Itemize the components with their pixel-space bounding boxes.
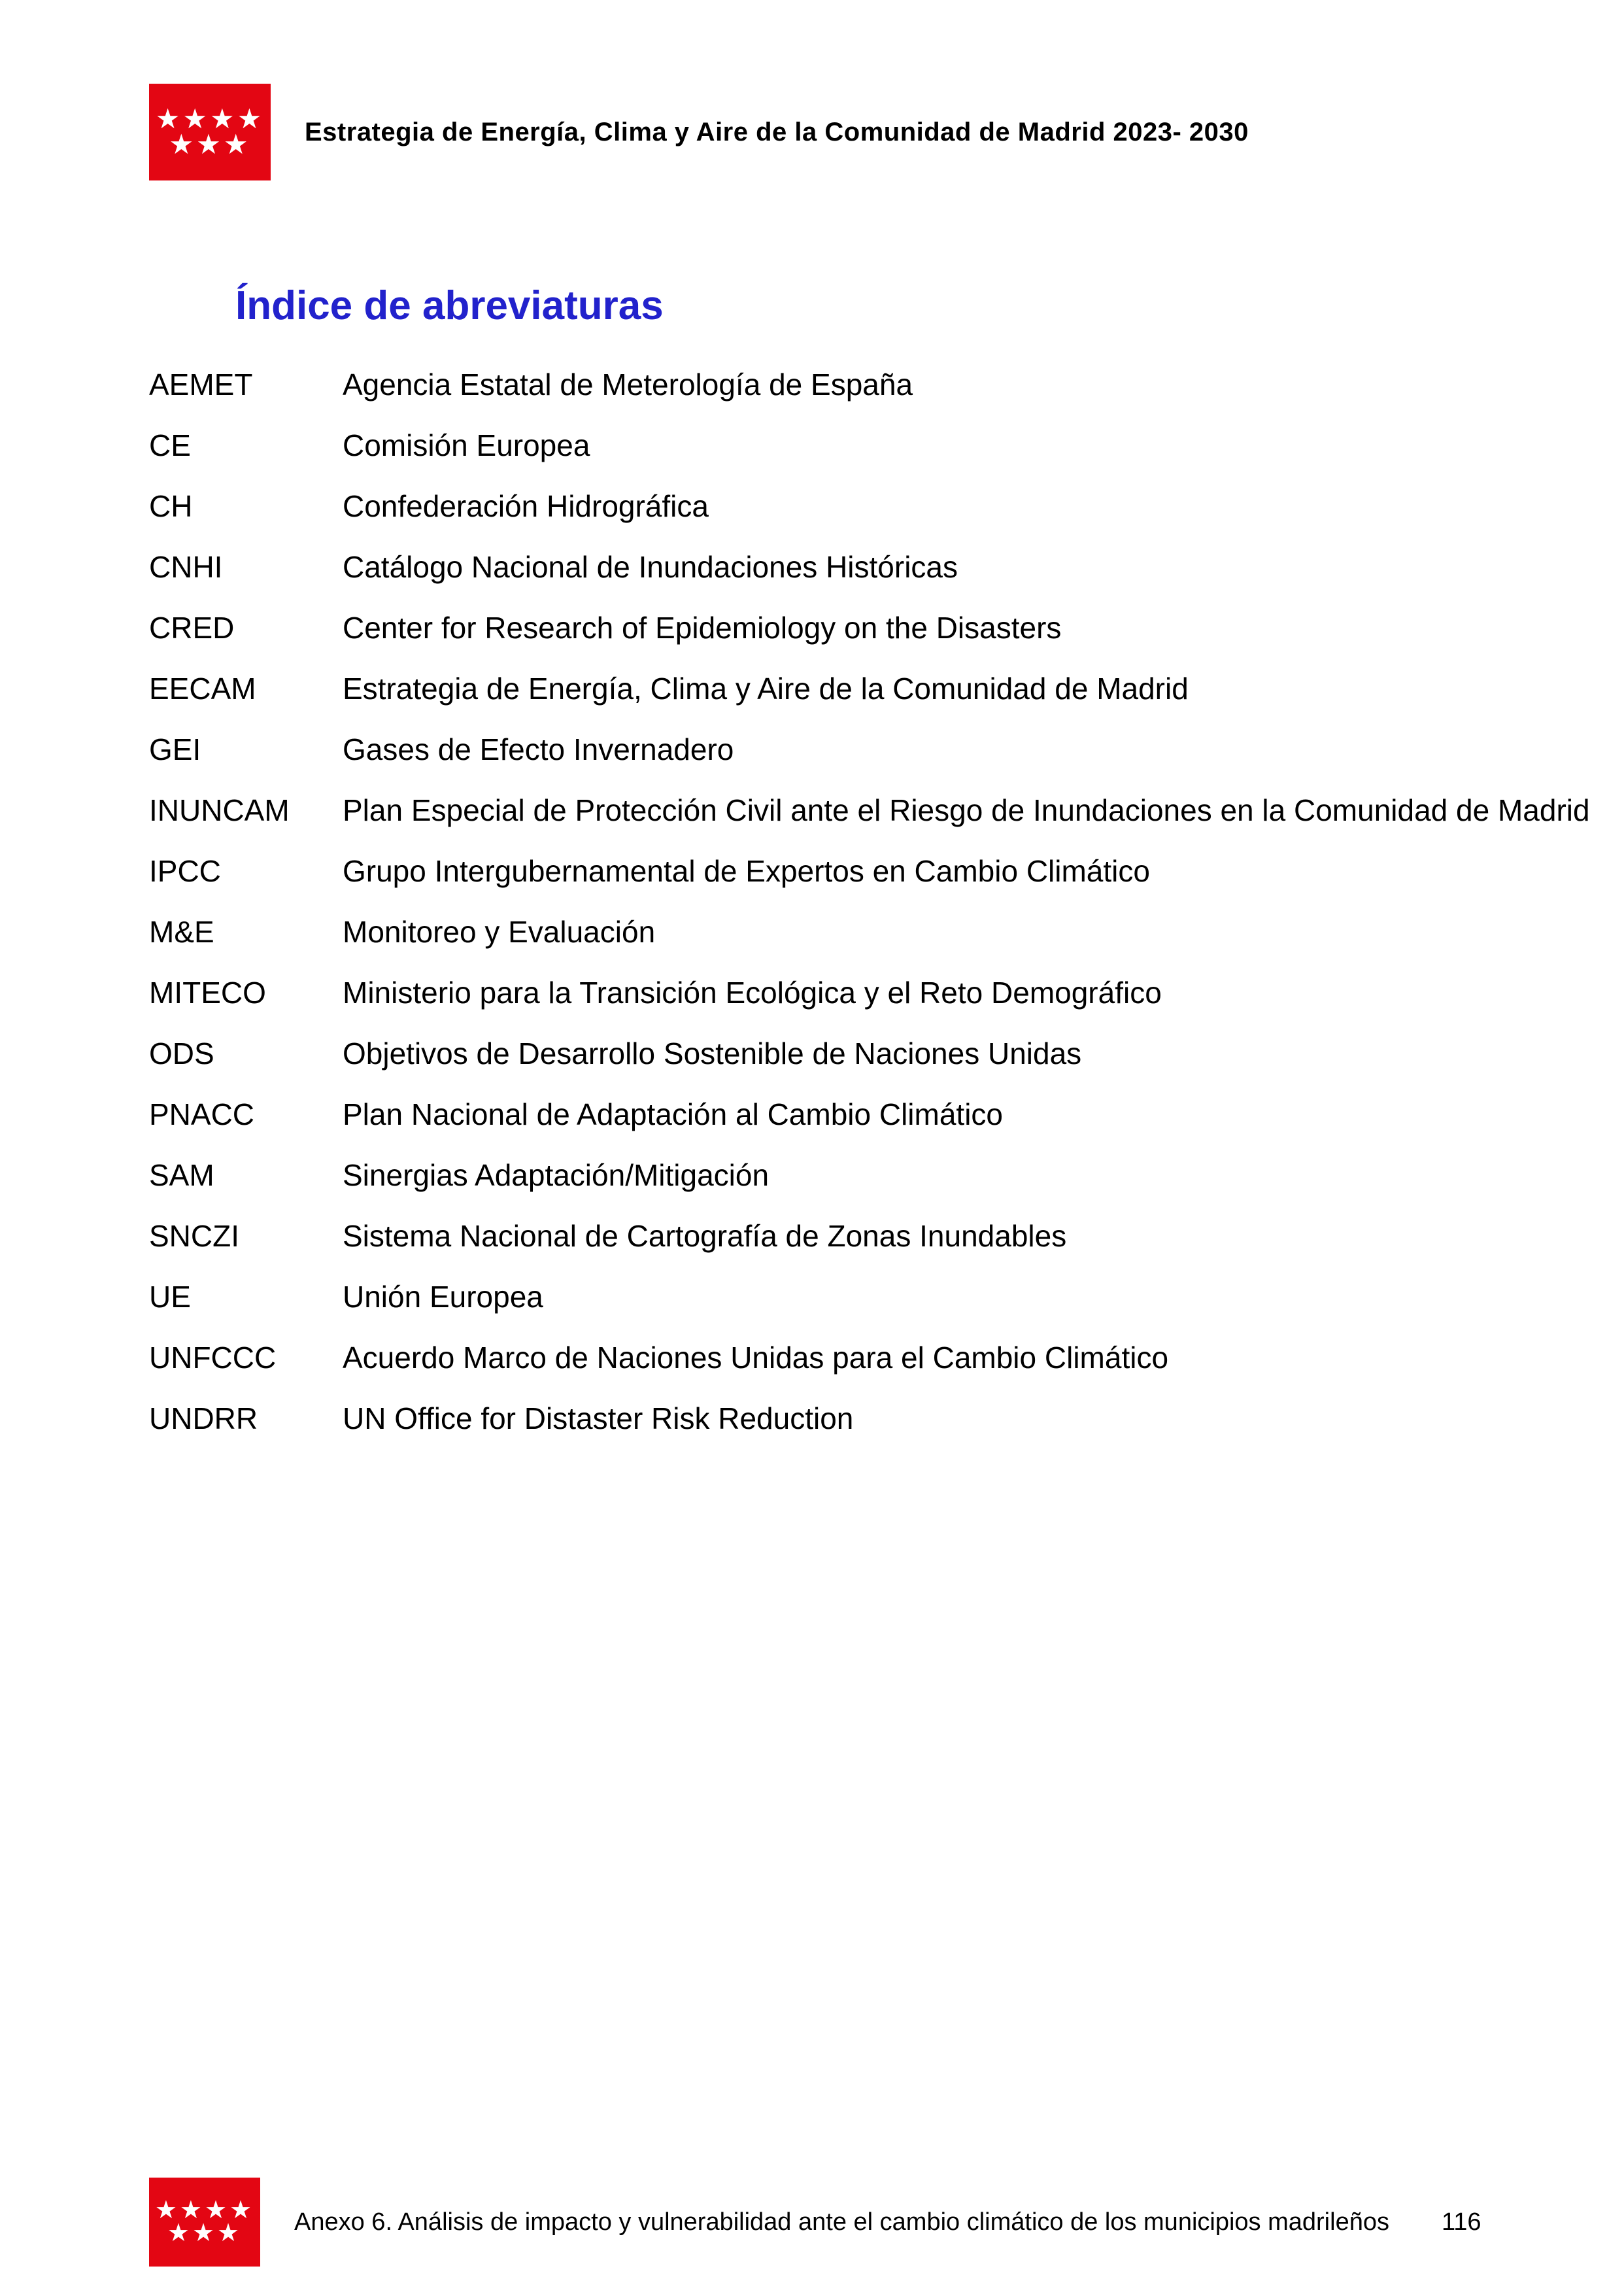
abbreviation-definition: Plan Nacional de Adaptación al Cambio Climático (343, 1097, 1004, 1131)
flag-stars-icon: ★★★ (169, 129, 251, 160)
abbreviation-row (149, 1221, 1526, 1251)
abbreviation-term: M&E (149, 915, 214, 949)
abbreviation-row (149, 917, 1526, 947)
flag-stars-icon: ★★★★ (155, 103, 265, 135)
abbreviation-definition: Sinergias Adaptación/Mitigación (343, 1158, 770, 1192)
abbreviation-row (149, 793, 1590, 827)
footer-text: Anexo 6. Análisis de impacto y vulnerabilidad ante el cambio climático de los municipios madrileños (294, 2208, 1389, 2236)
abbreviation-row (149, 1160, 1526, 1190)
madrid-flag-logo (149, 84, 271, 180)
abbreviation-list (149, 368, 1590, 1435)
abbreviation-definition: Sistema Nacional de Cartografía de Zonas Inundables (343, 1219, 1067, 1253)
abbreviation-row (149, 430, 1526, 460)
abbreviation-term: ODS (149, 1036, 214, 1070)
abbreviation-term: EECAM (149, 672, 256, 706)
abbreviation-row (149, 1343, 1526, 1373)
flag-stars-icon: ★★★ (167, 2219, 243, 2247)
abbreviation-definition: Agencia Estatal de Meterología de España (343, 368, 913, 402)
abbreviation-term: SNCZI (149, 1219, 239, 1253)
abbreviation-row (149, 369, 1526, 400)
abbreviation-definition: Monitoreo y Evaluación (343, 915, 656, 949)
abbreviation-row (149, 1403, 1526, 1433)
abbreviation-row (149, 491, 1526, 521)
abbreviation-row (149, 552, 1526, 582)
abbreviation-row (149, 674, 1526, 704)
document-header-title: Estrategia de Energía, Clima y Aire de la Comunidad de Madrid 2023- 2030 (305, 117, 1249, 146)
abbreviation-term: CE (149, 428, 191, 462)
abbreviation-definition: Confederación Hidrográfica (343, 489, 709, 523)
abbreviation-row (149, 856, 1526, 886)
abbreviation-term: UNDRR (149, 1401, 258, 1435)
abbreviation-definition: Acuerdo Marco de Naciones Unidas para el Cambio Climático (343, 1341, 1169, 1375)
abbreviation-term: CRED (149, 611, 235, 645)
abbreviation-row (149, 613, 1526, 643)
abbreviation-term: INUNCAM (149, 793, 290, 827)
section-title: Índice de abreviaturas (235, 283, 664, 328)
abbreviation-term: UNFCCC (149, 1341, 277, 1375)
madrid-flag-logo (149, 2178, 260, 2267)
page-body (149, 282, 1590, 1464)
footer-page-number: 116 (1441, 2208, 1481, 2236)
abbreviation-term: IPCC (149, 854, 221, 888)
abbreviation-definition: Unión Europea (343, 1280, 543, 1314)
abbreviation-definition: Objetivos de Desarrollo Sostenible de Naciones Unidas (343, 1036, 1082, 1070)
abbreviation-row (149, 978, 1526, 1008)
abbreviation-term: CH (149, 489, 193, 523)
abbreviation-row (149, 1038, 1526, 1069)
abbreviation-row (149, 1282, 1526, 1312)
abbreviation-term: AEMET (149, 368, 253, 402)
abbreviation-definition: Catálogo Nacional de Inundaciones Históricas (343, 550, 958, 584)
abbreviation-definition: Estrategia de Energía, Clima y Aire de la Comunidad de Madrid (343, 672, 1189, 706)
abbreviation-definition: Ministerio para la Transición Ecológica y el Reto Demográfico (343, 976, 1162, 1010)
abbreviation-term: UE (149, 1280, 191, 1314)
abbreviation-definition: Comisión Europea (343, 428, 590, 462)
abbreviation-definition: Center for Research of Epidemiology on the Disasters (343, 611, 1062, 645)
abbreviation-definition: Grupo Intergubernamental de Expertos en Cambio Climático (343, 854, 1150, 888)
abbreviation-term: SAM (149, 1158, 214, 1192)
abbreviation-row (149, 1099, 1526, 1129)
page-header (149, 84, 1526, 180)
abbreviation-term: GEI (149, 732, 201, 766)
abbreviation-term: CNHI (149, 550, 223, 584)
flag-stars-icon: ★★★★ (154, 2197, 255, 2225)
abbreviation-definition: Plan Especial de Protección Civil ante el Riesgo de Inundaciones en la Comunidad de Madrid (343, 793, 1590, 827)
abbreviation-term: PNACC (149, 1097, 255, 1131)
abbreviation-row (149, 734, 1526, 764)
page-footer (149, 2178, 1546, 2267)
abbreviation-term: MITECO (149, 976, 266, 1010)
abbreviation-definition: UN Office for Distaster Risk Reduction (343, 1401, 854, 1435)
abbreviation-definition: Gases de Efecto Invernadero (343, 732, 734, 766)
